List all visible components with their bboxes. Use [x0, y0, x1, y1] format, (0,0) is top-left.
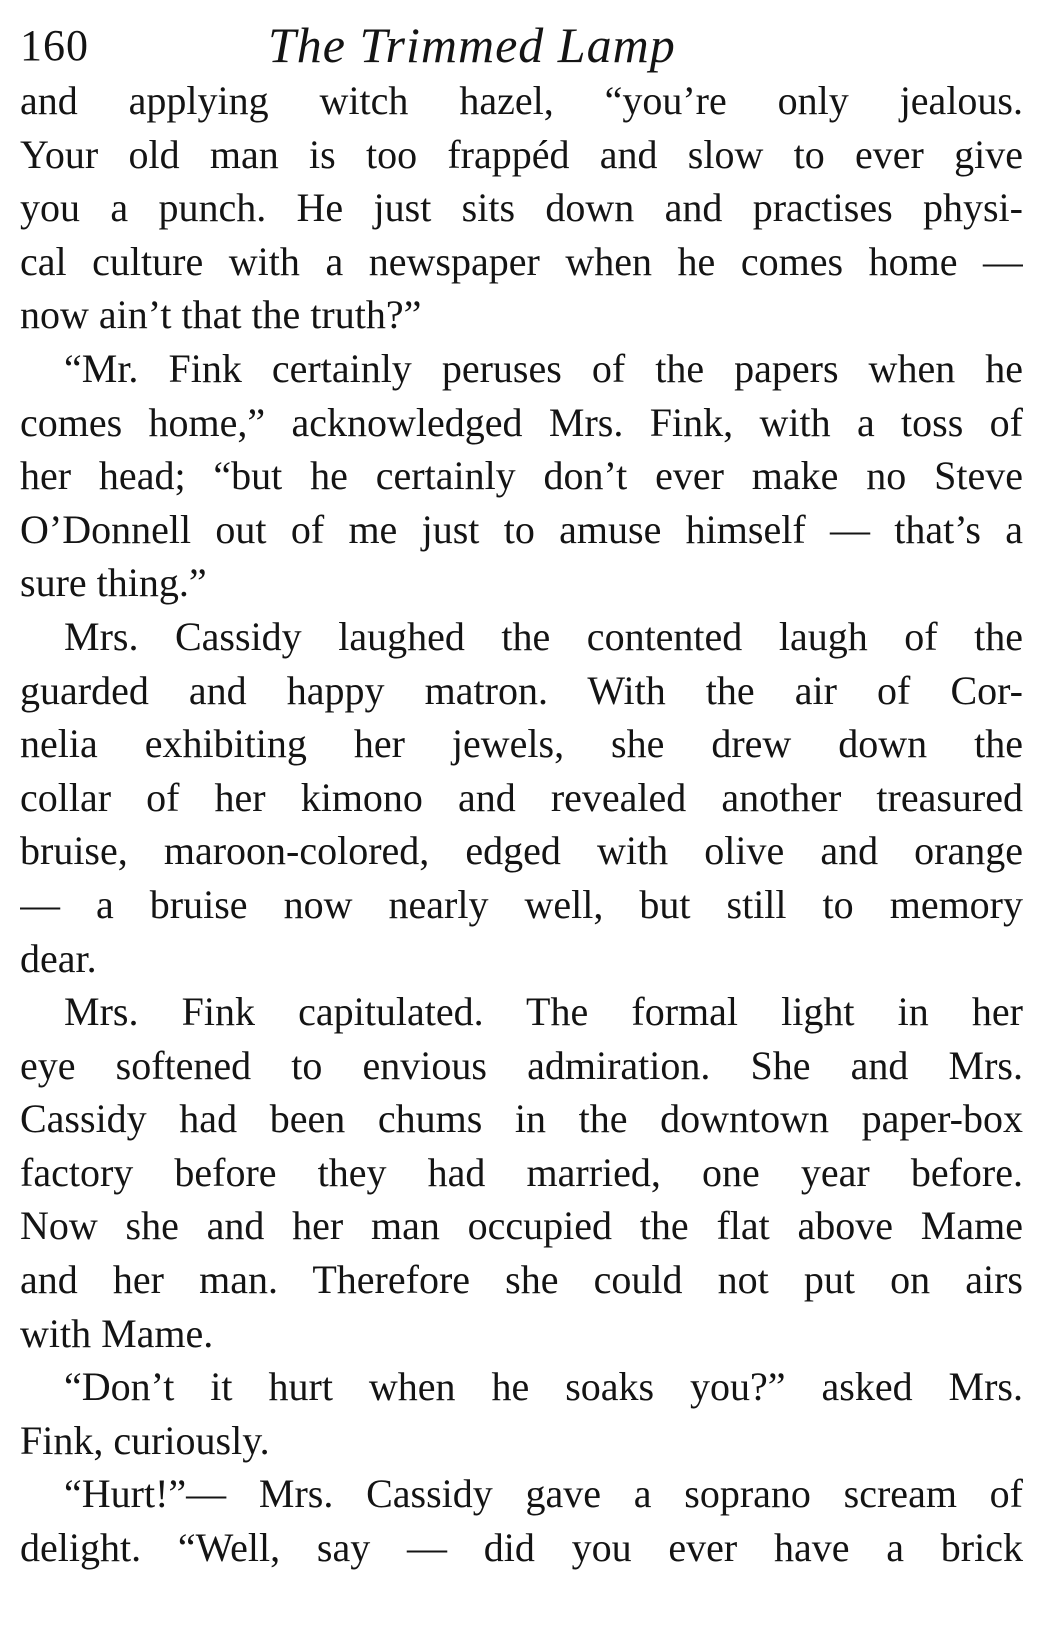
text-line: you a punch. He just sits down and practises physi- [20, 185, 1023, 231]
text-line: now ain’t that the truth?” [20, 292, 422, 338]
text-line: Mrs. Cassidy laughed the contented laugh of the [64, 613, 1023, 659]
text-line: guarded and happy matron. With the air of Cor- [20, 667, 1023, 713]
body-text [20, 74, 1023, 1575]
text-line: dear. [20, 935, 97, 981]
text-line: her head; “but he certainly don’t ever make no Steve [20, 453, 1023, 499]
book-page [20, 12, 1023, 1575]
text-line: Mrs. Fink capitulated. The formal light in her [64, 989, 1023, 1035]
text-line: cal culture with a newspaper when he comes home — [20, 238, 1023, 284]
text-line: “Mr. Fink certainly peruses of the papers when he [64, 345, 1023, 391]
text-line: “Hurt!”— Mrs. Cassidy gave a soprano scream of [64, 1471, 1023, 1517]
running-title: The Trimmed Lamp [268, 17, 676, 73]
text-line: O’Donnell out of me just to amuse himself — that’s a [20, 506, 1023, 552]
text-line: and her man. Therefore she could not put on airs [20, 1257, 1023, 1303]
page-number: 160 [20, 21, 89, 70]
text-line: “Don’t it hurt when he soaks you?” asked Mrs. [64, 1364, 1023, 1410]
text-line: with Mame. [20, 1310, 214, 1356]
text-line: collar of her kimono and revealed another treasured [20, 774, 1023, 820]
page-header [20, 12, 1023, 74]
text-line: Your old man is too frappéd and slow to ever give [20, 131, 1023, 177]
text-line: Cassidy had been chums in the downtown paper-box [20, 1096, 1023, 1142]
text-line: sure thing.” [20, 560, 207, 606]
text-line: factory before they had married, one year before. [20, 1149, 1023, 1195]
text-line: comes home,” acknowledged Mrs. Fink, with a toss of [20, 399, 1023, 445]
text-line: — a bruise now nearly well, but still to memory [20, 881, 1023, 927]
text-line: and applying witch hazel, “you’re only jealous. [20, 78, 1023, 123]
text-line: Now she and her man occupied the flat above Mame [20, 1203, 1023, 1249]
text-line: eye softened to envious admiration. She and Mrs. [20, 1042, 1023, 1088]
text-line: nelia exhibiting her jewels, she drew down the [20, 721, 1023, 767]
text-line: bruise, maroon-colored, edged with olive and orange [20, 828, 1023, 874]
text-line: Fink, curiously. [20, 1417, 270, 1463]
text-line: delight. “Well, say — did you ever have a brick [20, 1525, 1023, 1571]
